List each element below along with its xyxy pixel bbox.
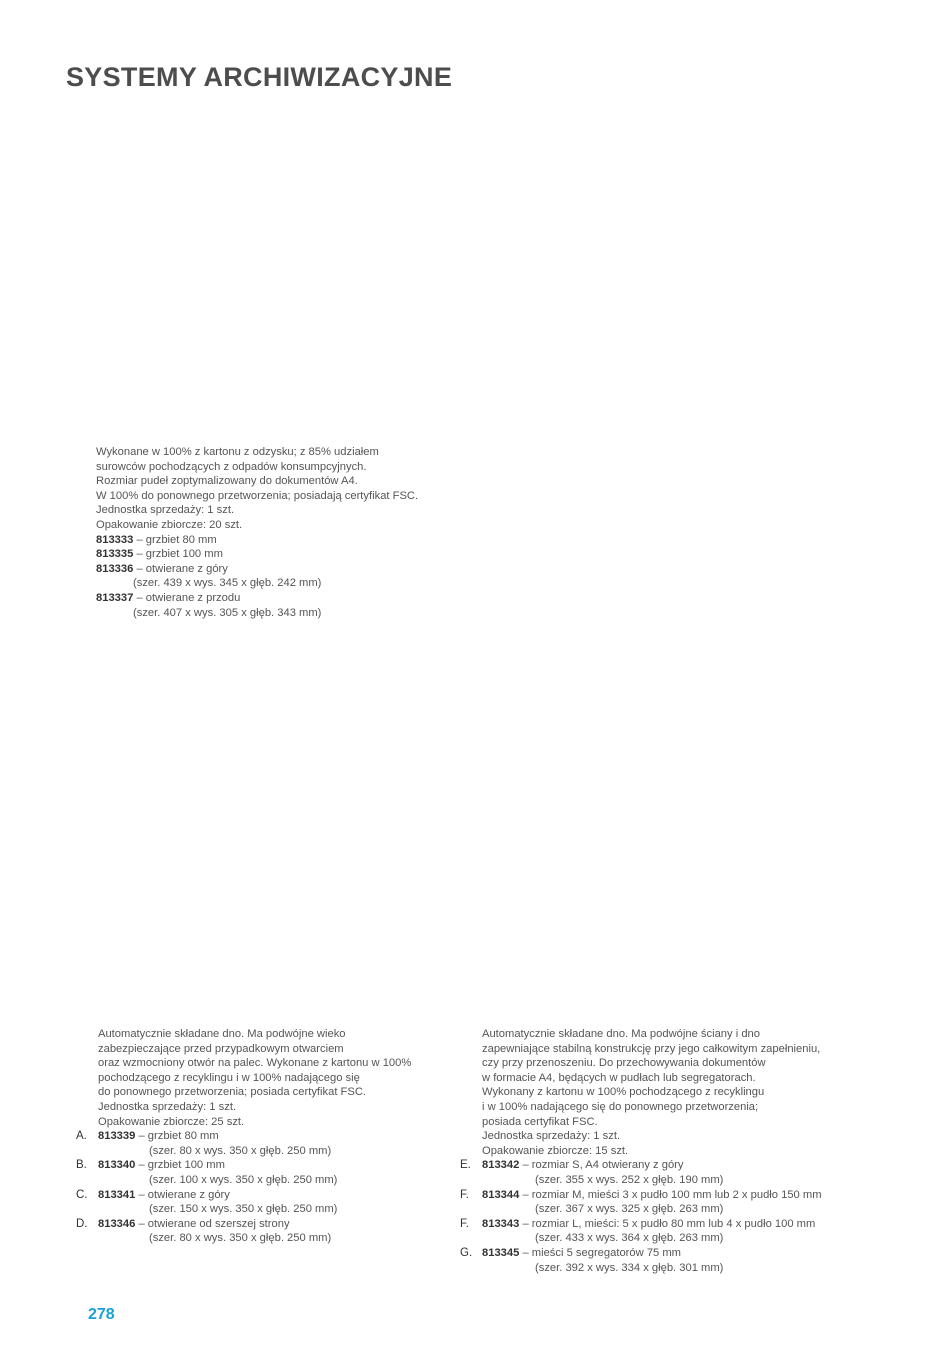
product-desc: – rozmiar S, A4 otwierany z góry xyxy=(522,1159,684,1172)
description-line: i w 100% nadającego się do ponownego przetworzenia; xyxy=(482,1100,759,1113)
item-letter: F. xyxy=(460,1217,469,1230)
product-dimensions: (szer. 355 x wys. 252 x głęb. 190 mm) xyxy=(535,1173,724,1186)
product-dimensions: (szer. 433 x wys. 364 x głęb. 263 mm) xyxy=(535,1232,724,1245)
product-code: 813345 xyxy=(482,1246,520,1259)
product-code: 813346 xyxy=(98,1217,136,1230)
product-desc: – grzbiet 100 mm xyxy=(138,1159,225,1172)
description-line: oraz wzmocniony otwór na palec. Wykonane z kartonu w 100% xyxy=(98,1057,412,1070)
product-item xyxy=(96,533,418,548)
product-dimensions: (szer. 392 x wys. 334 x głęb. 301 mm) xyxy=(535,1261,724,1274)
product-desc: – otwierane od szerszej strony xyxy=(138,1217,290,1230)
description-line: Rozmiar pudeł zoptymalizowany do dokumentów A4. xyxy=(96,475,358,488)
product-desc: – rozmiar M, mieści 3 x pudło 100 mm lub 2 x pudło 150 mm xyxy=(522,1188,822,1201)
product-item xyxy=(460,1246,822,1275)
product-code: 813337 xyxy=(96,591,134,604)
product-item xyxy=(96,562,418,591)
description-line: do ponownego przetworzenia; posiada certyfikat FSC. xyxy=(98,1086,367,1099)
product-dimensions: (szer. 100 x wys. 350 x głęb. 250 mm) xyxy=(149,1173,338,1186)
product-desc: – otwierane z góry xyxy=(138,1188,230,1201)
product-item xyxy=(76,1158,411,1187)
product-dimensions: (szer. 407 x wys. 305 x głęb. 343 mm) xyxy=(133,606,322,619)
product-desc: – otwierane z góry xyxy=(136,562,228,575)
product-desc: – grzbiet 100 mm xyxy=(136,548,223,561)
description-line: pochodzącego z recyklingu i w 100% nadającego się xyxy=(98,1071,360,1084)
product-dimensions: (szer. 80 x wys. 350 x głęb. 250 mm) xyxy=(149,1144,332,1157)
bulk-packaging: Opakowanie zbiorcze: 20 szt. xyxy=(96,518,243,531)
product-dimensions: (szer. 439 x wys. 345 x głęb. 242 mm) xyxy=(133,577,322,590)
description-line: zabezpieczające przed przypadkowym otwarciem xyxy=(98,1042,344,1055)
product-code: 813342 xyxy=(482,1159,520,1172)
item-letter: D. xyxy=(76,1217,88,1230)
product-item xyxy=(460,1188,822,1217)
bulk-packaging: Opakowanie zbiorcze: 25 szt. xyxy=(98,1115,245,1128)
product-item xyxy=(96,547,418,562)
product-dimensions: (szer. 367 x wys. 325 x głęb. 263 mm) xyxy=(535,1203,724,1216)
description-line: Wykonane w 100% z kartonu z odzysku; z 85% udziałem xyxy=(96,446,379,458)
description-line: Wykonany z kartonu w 100% pochodzącego z recyklingu xyxy=(482,1086,765,1099)
page-number: 278 xyxy=(88,1306,115,1323)
product-desc: – grzbiet 80 mm xyxy=(136,533,217,546)
product-code: 813335 xyxy=(96,548,134,561)
description-line: zapewniające stabilną konstrukcję przy jego całkowitym zapełnieniu, xyxy=(482,1042,821,1055)
product-code: 813336 xyxy=(96,562,134,575)
product-item xyxy=(96,591,418,620)
product-desc: – grzbiet 80 mm xyxy=(138,1130,219,1143)
product-dimensions: (szer. 150 x wys. 350 x głęb. 250 mm) xyxy=(149,1203,338,1216)
description-line: czy przy przenoszeniu. Do przechowywania dokumentów xyxy=(482,1057,766,1070)
product-item xyxy=(460,1158,822,1187)
product-code: 813341 xyxy=(98,1188,136,1201)
sales-unit: Jednostka sprzedaży: 1 szt. xyxy=(482,1130,621,1143)
product-code: 813339 xyxy=(98,1130,136,1143)
description-line: surowców pochodzących z odpadów konsumpcyjnych. xyxy=(96,460,367,473)
description-line: W 100% do ponownego przetworzenia; posiadają certyfikat FSC. xyxy=(96,489,419,502)
product-item xyxy=(460,1217,822,1246)
item-letter: G. xyxy=(460,1246,473,1259)
product-description-archive-boxes xyxy=(96,445,418,620)
product-desc: – mieści 5 segregatorów 75 mm xyxy=(522,1246,682,1259)
product-code: 813343 xyxy=(482,1217,520,1230)
description-line: w formacie A4, będących w pudłach lub segregatorach. xyxy=(482,1071,756,1084)
description-line: posiada certyfikat FSC. xyxy=(482,1115,598,1128)
product-item xyxy=(76,1129,411,1158)
product-item xyxy=(76,1188,411,1217)
bulk-packaging: Opakowanie zbiorcze: 15 szt. xyxy=(482,1144,629,1157)
product-code: 813333 xyxy=(96,533,134,546)
product-desc: – otwierane z przodu xyxy=(136,591,241,604)
item-letter: E. xyxy=(460,1159,471,1172)
item-letter: F. xyxy=(460,1188,469,1201)
description-line: Automatycznie składane dno. Ma podwójne wieko xyxy=(98,1028,346,1040)
product-description-archive-boxes-recycled xyxy=(76,1027,412,1246)
product-dimensions: (szer. 80 x wys. 350 x głęb. 250 mm) xyxy=(149,1232,332,1245)
item-letter: A. xyxy=(76,1130,87,1143)
product-desc: – rozmiar L, mieści: 5 x pudło 80 mm lub 4 x pudło 100 mm xyxy=(522,1217,816,1230)
product-code: 813340 xyxy=(98,1159,136,1172)
product-item xyxy=(76,1217,411,1246)
item-letter: B. xyxy=(76,1159,87,1172)
product-description-storage-cartons xyxy=(460,1027,822,1275)
sales-unit: Jednostka sprzedaży: 1 szt. xyxy=(96,504,235,517)
sales-unit: Jednostka sprzedaży: 1 szt. xyxy=(98,1100,237,1113)
product-code: 813344 xyxy=(482,1188,520,1201)
description-line: Automatycznie składane dno. Ma podwójne ściany i dno xyxy=(482,1028,760,1040)
page-title: SYSTEMY ARCHIWIZACYJNE xyxy=(66,62,453,92)
item-letter: C. xyxy=(76,1188,88,1201)
